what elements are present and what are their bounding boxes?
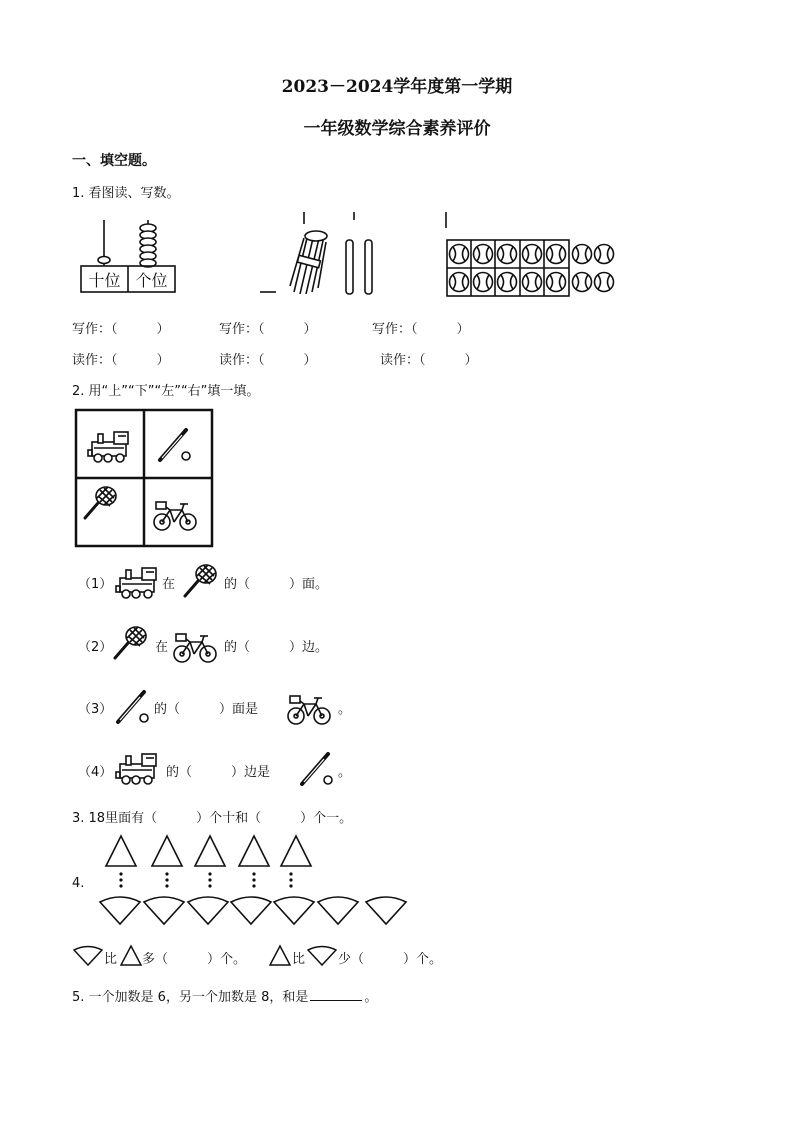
q2-item3-num: （3）	[78, 702, 113, 717]
fan-shape-icon	[231, 897, 271, 924]
q5-text-b: 。	[364, 990, 378, 1005]
bicycle-icon	[154, 502, 196, 530]
triangle-icon	[281, 836, 311, 866]
q4-compare-b: 比	[292, 952, 306, 967]
q2-stem: 2. 用“上”“下”“左”“右”填一填。	[72, 384, 260, 399]
fan-shape-icon	[274, 897, 314, 924]
fan-shape-icon	[100, 897, 140, 924]
q2-item3-tail: 。	[338, 702, 352, 717]
triangle-icon	[119, 944, 143, 968]
abacus-tens-label: 十位	[88, 271, 121, 290]
section-heading: 一、填空题。	[72, 153, 156, 169]
page-title: 2023－2024学年度第一学期	[281, 77, 513, 97]
triangle-icon	[152, 836, 182, 866]
q1-read-2[interactable]: 读作：（ ）	[219, 353, 317, 368]
q4-compare-a: 比	[104, 952, 118, 967]
q4-blank-1[interactable]: 多（ ）个。	[142, 952, 247, 967]
racket-icon	[110, 624, 154, 662]
tennis-ball-icon	[450, 245, 469, 264]
tennis-ball-icon	[573, 245, 592, 264]
triangle-icon	[268, 944, 292, 968]
q1-write-2[interactable]: 写作：（ ）	[219, 322, 317, 337]
racket-icon	[180, 562, 224, 600]
q5-text[interactable]	[72, 986, 377, 1005]
racket-icon	[85, 487, 116, 518]
fan-shape-icon	[366, 897, 406, 924]
tennis-ball-icon	[474, 245, 493, 264]
q5-blank[interactable]	[310, 988, 362, 1001]
fan-shape-icon	[306, 944, 340, 968]
fan-shape-icon	[318, 897, 358, 924]
train-icon	[112, 562, 164, 602]
fan-shape-icon	[144, 897, 184, 924]
q3-text[interactable]: 3. 18里面有（ ）个十和（ ）个一。	[72, 811, 353, 826]
bat-icon	[296, 748, 338, 788]
q2-item1-blank[interactable]: 的（ ）面。	[224, 577, 329, 592]
tennis-ball-icon	[523, 273, 542, 292]
q4-blank-2[interactable]: 少（ ）个。	[338, 952, 443, 967]
tennis-ball-icon	[595, 273, 614, 292]
train-icon	[112, 748, 164, 788]
triangle-icon	[239, 836, 269, 866]
triangle-icon	[195, 836, 225, 866]
single-stick-icon	[346, 240, 372, 294]
stick-bundle-icon	[290, 231, 327, 294]
tennis-ball-icon	[498, 245, 517, 264]
q1-write-3[interactable]: 写作：（ ）	[372, 322, 470, 337]
bat-icon	[112, 686, 154, 726]
q2-item4-blank[interactable]: 的（ ）边是	[166, 765, 271, 780]
q2-item2-mid: 在	[155, 640, 169, 655]
train-icon	[88, 432, 128, 462]
fan-shape-icon	[188, 897, 228, 924]
position-grid	[74, 408, 214, 548]
tennis-ball-icon	[573, 273, 592, 292]
q2-item3-blank[interactable]: 的（ ）面是	[154, 702, 259, 717]
tennis-ball-icon	[547, 273, 566, 292]
tennis-ball-icon	[595, 245, 614, 264]
bat-icon	[160, 430, 190, 460]
q5-text-a: 5. 一个加数是 6，另一个加数是 8，和是	[72, 990, 309, 1005]
q2-item1-mid: 在	[162, 577, 176, 592]
tennis-ball-icon	[498, 273, 517, 292]
q1-write-1[interactable]: 写作：（ ）	[72, 322, 170, 337]
q1-stem: 1. 看图读、写数。	[72, 186, 180, 201]
q2-item2-blank[interactable]: 的（ ）边。	[224, 640, 329, 655]
q2-item1-num: （1）	[78, 577, 113, 592]
triangle-icon	[106, 836, 136, 866]
bicycle-icon	[286, 688, 336, 726]
tennis-ball-icon	[547, 245, 566, 264]
page-subtitle: 一年级数学综合素养评价	[303, 119, 491, 139]
tennis-ball-icon	[523, 245, 542, 264]
tennis-ball-icon	[450, 273, 469, 292]
q1-read-3[interactable]: 读作：（ ）	[380, 353, 478, 368]
bicycle-icon	[172, 626, 222, 664]
tennis-ball-icon	[474, 273, 493, 292]
q2-item4-tail: 。	[338, 765, 352, 780]
fan-shape-icon	[72, 944, 106, 968]
balls-figure	[442, 210, 622, 300]
sticks-figure	[258, 210, 388, 300]
shapes-figure	[94, 832, 414, 932]
q1-read-1[interactable]: 读作：（ ）	[72, 353, 170, 368]
abacus-ones-label: 个位	[135, 271, 168, 290]
q2-item2-num: （2）	[78, 640, 113, 655]
q4-num: 4.	[72, 876, 85, 891]
q2-item4-num: （4）	[78, 765, 113, 780]
